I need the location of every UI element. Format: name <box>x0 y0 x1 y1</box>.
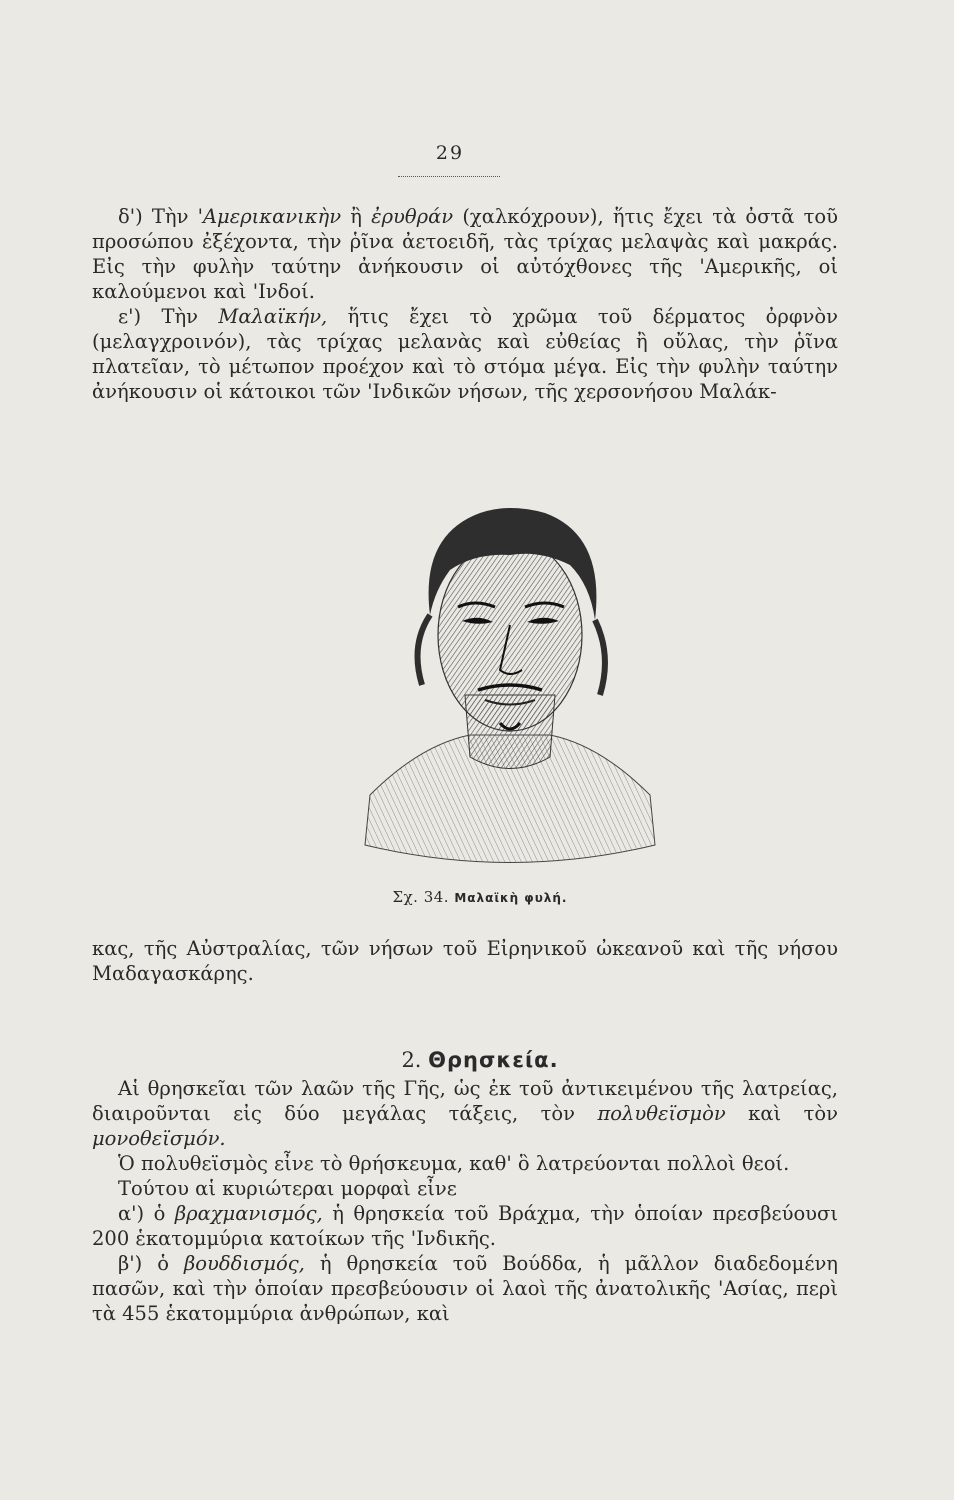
paragraph-buddhism <box>92 1251 838 1326</box>
italic-term: βουδδισμός, <box>183 1252 305 1275</box>
text: β') ὁ <box>118 1252 184 1275</box>
text: Αἱ θρησκεῖαι τῶν λαῶν τῆς Γῆς, ὡς ἐκ τοῦ ἀντικειμένου τῆς λατρείας, διαιροῦνται εἰς δύο μεγάλας τάξεις, τὸν <box>92 1077 838 1125</box>
italic-term: 'Αμερικανικὴν <box>197 205 342 228</box>
italic-term: πολυθεϊσμὸν <box>597 1102 726 1125</box>
text: ἥτις ἔχει τὸ χρῶμα τοῦ δέρματος ὀρφνὸν (μελαγχροινόν), τὰς τρίχας μελανὰς καὶ εὐθείας ἢ οὔλας, τὴν ῥῖνα πλατεῖαν, τὸ μέτωπον προέχον καὶ τὸ στόμα μέγα. Εἰς τὴν φυλὴν ταύτην ἀνήκουσιν οἱ κάτοικοι τῶν 'Ινδικῶν νήσων, τῆς χερσονήσου Μαλάκ- <box>92 305 838 403</box>
section-title: Θρησκεία. <box>428 1048 559 1072</box>
section-number: 2. <box>401 1048 422 1072</box>
figure-caption-text: Μαλαϊκὴ φυλή. <box>454 891 568 905</box>
continued-text <box>92 936 838 986</box>
italic-term: Μαλαϊκήν, <box>218 305 328 328</box>
paragraph-malay-race <box>92 304 838 404</box>
figure-caption <box>0 888 954 906</box>
text: ἢ <box>341 205 372 228</box>
italic-term: βραχμανισμός, <box>174 1202 323 1225</box>
page-number-rule <box>398 176 500 177</box>
italic-term: μονοθεϊσμόν. <box>92 1127 226 1150</box>
text: α') ὁ <box>118 1202 175 1225</box>
top-text <box>92 204 838 404</box>
text: ἡ θρησκεία τοῦ Βράχμα, τὴν ὁποίαν πρεσβεύουσι 200 ἑκατομμύρια κατοίκων τῆς 'Ινδικῆς. <box>92 1202 838 1250</box>
italic-term: ἐρυθράν <box>371 205 454 228</box>
text: καὶ τὸν <box>725 1102 838 1125</box>
section-heading <box>0 1048 954 1072</box>
text: δ') Τὴν <box>118 205 198 228</box>
paragraph-continuation: κας, τῆς Αὐστραλίας, τῶν νήσων τοῦ Εἰρηνικοῦ ὠκεανοῦ καὶ τῆς νήσου Μαδαγασκάρης. <box>92 937 838 985</box>
paragraph-brahmanism <box>92 1201 838 1251</box>
portrait-engraving <box>350 495 670 875</box>
text: (χαλκόχρουν), ἥτις ἔχει τὰ ὀστᾶ τοῦ προσώπου ἐξέχοντα, τὴν ῥῖνα ἀετοειδῆ, τὰς τρίχας μελαψὰς καὶ μακράς. Εἰς τὴν φυλὴν ταύτην ἀνήκουσιν οἱ αὐτόχθονες τῆς 'Αμερικῆς, οἱ καλούμενοι καὶ 'Ινδοί. <box>92 205 838 303</box>
paragraph-religions <box>92 1076 838 1151</box>
figure-malay-portrait <box>350 495 670 875</box>
text: ε') Τὴν <box>118 305 219 328</box>
text: ἡ θρησκεία τοῦ Βούδδα, ἡ μᾶλλον διαδεδομένη πασῶν, καὶ τὴν ὁποίαν πρεσβεύουσιν οἱ λαοὶ τῆς ἀνατολικῆς 'Ασίας, περὶ τὰ 455 ἑκατομμύρια ἀνθρώπων, καὶ <box>92 1252 838 1325</box>
figure-label: Σχ. 34. <box>392 888 450 906</box>
page-number: 29 <box>435 142 465 164</box>
paragraph-polytheism: Ὁ πολυθεϊσμὸς εἶνε τὸ θρήσκευμα, καθ' ὃ λατρεύονται πολλοὶ θεοί. <box>118 1152 790 1175</box>
paragraph-american-race <box>92 204 838 304</box>
religion-text <box>92 1076 838 1326</box>
paragraph-forms: Τούτου αἱ κυριώτεραι μορφαὶ εἶνε <box>118 1177 457 1200</box>
